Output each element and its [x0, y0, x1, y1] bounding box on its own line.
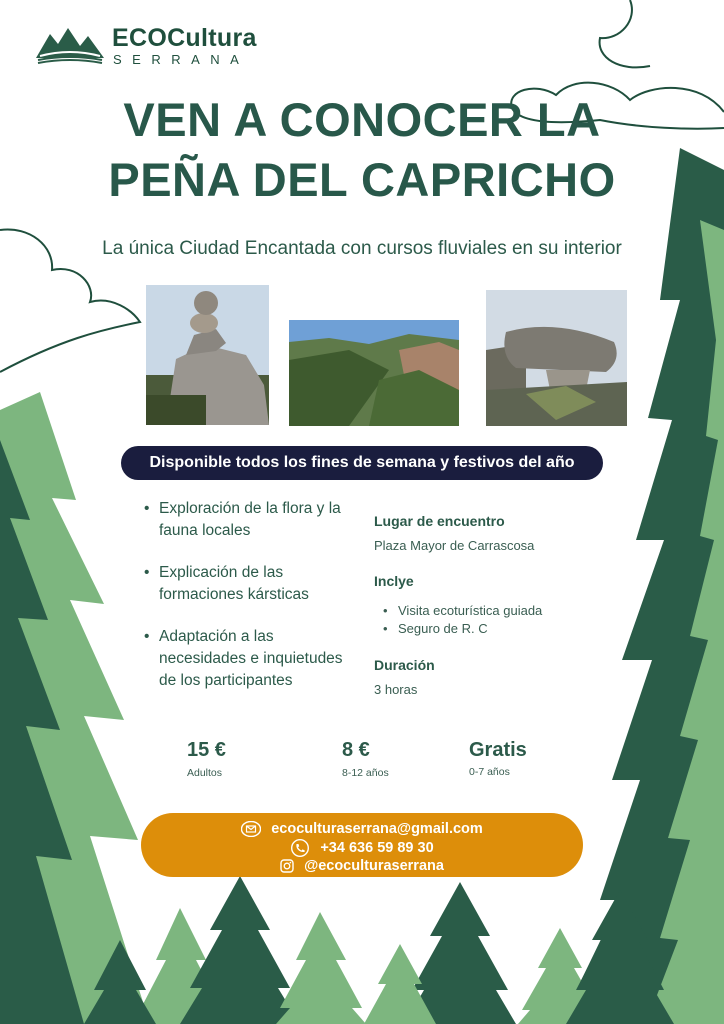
price-kids: 8 €	[342, 739, 370, 761]
list-item: • Seguro de R. C	[383, 620, 542, 638]
price-kids-label: 8-12 años	[342, 767, 389, 779]
list-item: • Exploración de la flora y la fauna locales	[144, 498, 344, 542]
contact-banner	[141, 813, 583, 877]
list-item: • Explicación de las formaciones kársticas	[144, 562, 344, 606]
activities-list	[144, 498, 344, 712]
contact-instagram[interactable]: @ecoculturaserrana	[304, 858, 444, 874]
price-free: Gratis	[469, 739, 527, 761]
title-line-2: PEÑA DEL CAPRICHO	[108, 153, 616, 206]
contact-instagram-row	[141, 856, 583, 876]
price-adults-label: Adultos	[187, 767, 223, 779]
includes-heading: Inclye	[374, 573, 414, 589]
price-adults: 15 €	[187, 739, 226, 761]
contact-phone-row	[141, 838, 583, 858]
balanced-rock-photo	[146, 285, 269, 425]
brand-name: ECOCultura	[112, 24, 257, 52]
duration-value: 3 horas	[374, 682, 418, 697]
subtitle: La única Ciudad Encantada con cursos fluviales en su interior	[102, 238, 622, 259]
phone-icon	[290, 839, 310, 857]
mountains-book-icon	[36, 26, 104, 64]
title-line-1: VEN A CONOCER LA	[123, 93, 601, 146]
contact-email[interactable]: ecoculturaserrana@gmail.com	[271, 821, 483, 837]
river-valley-photo	[289, 320, 459, 426]
list-item: • Adaptación a las necesidades e inquietudes de los participantes	[144, 626, 344, 692]
contact-phone[interactable]: +34 636 59 89 30	[320, 840, 434, 856]
bottom-forest	[84, 876, 674, 1024]
meeting-value: Plaza Mayor de Carrascosa	[374, 538, 535, 553]
mushroom-rock-photo	[486, 290, 627, 426]
email-icon	[241, 821, 261, 837]
price-free-label: 0-7 años	[469, 766, 510, 778]
instagram-icon	[280, 859, 294, 873]
brand-subtitle: SERRANA	[113, 52, 250, 67]
availability-banner: Disponible todos los fines de semana y festivos del año	[121, 446, 603, 480]
meeting-heading: Lugar de encuentro	[374, 513, 505, 529]
duration-heading: Duración	[374, 657, 435, 673]
includes-list	[383, 602, 542, 638]
contact-email-row	[141, 819, 583, 839]
list-item: • Visita ecoturística guiada	[383, 602, 542, 620]
